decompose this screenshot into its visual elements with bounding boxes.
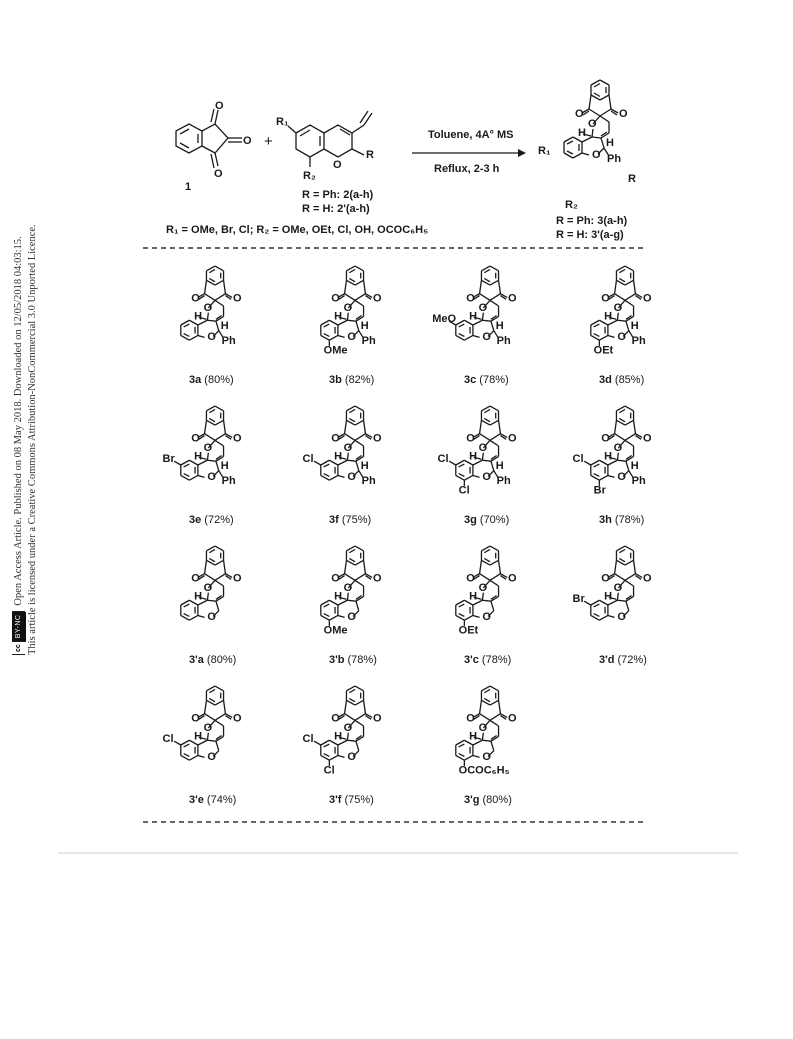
chromene-oxygen: O bbox=[207, 331, 216, 344]
pyran-oxygen: O bbox=[203, 581, 213, 594]
aryl-substituent: Cl bbox=[162, 733, 174, 746]
conditions-bottom: Reflux, 2-3 h bbox=[434, 163, 500, 175]
pyran-oxygen: O bbox=[343, 721, 353, 734]
product-3d bbox=[591, 266, 652, 386]
product-id: 3a bbox=[189, 374, 205, 386]
product-label bbox=[189, 654, 236, 666]
carbonyl-oxygen: O bbox=[373, 292, 382, 305]
product-yield: (75%) bbox=[344, 794, 374, 806]
phenyl-substituent: Ph bbox=[361, 335, 376, 347]
aryl-substituent: Cl bbox=[302, 733, 314, 746]
ring-junction-h: H bbox=[194, 590, 203, 603]
product-def-1: R = Ph: 3(a-h) bbox=[556, 215, 628, 227]
aryl-substituent-8: OMe bbox=[323, 344, 348, 357]
chromene-oxygen: O bbox=[617, 331, 626, 344]
ring-junction-h: H bbox=[334, 590, 343, 603]
carbonyl-oxygen: O bbox=[619, 108, 628, 120]
plus-sign: + bbox=[264, 133, 273, 150]
carbonyl-oxygen: O bbox=[331, 712, 340, 725]
product-3'e bbox=[163, 686, 242, 806]
svg-text:R₁: R₁ bbox=[276, 116, 289, 128]
product-3b bbox=[321, 266, 382, 386]
product-yield: (78%) bbox=[347, 654, 377, 666]
aryl-substituent: Cl bbox=[302, 453, 314, 466]
c-h: H bbox=[606, 137, 614, 149]
carbonyl-oxygen: O bbox=[643, 432, 652, 445]
ring-junction-h: H bbox=[194, 730, 203, 743]
carbonyl-oxygen: O bbox=[373, 572, 382, 585]
carbonyl-oxygen: O bbox=[508, 712, 517, 725]
product-label bbox=[464, 654, 511, 666]
product-id: 3h bbox=[599, 514, 615, 526]
carbonyl-oxygen: O bbox=[373, 712, 382, 725]
product-3'g bbox=[456, 686, 517, 806]
ring-junction-h: H bbox=[334, 310, 343, 323]
aryl-substituent-8: Cl bbox=[323, 764, 335, 777]
phenyl-substituent: Ph bbox=[496, 335, 511, 347]
r2-label: R₂ bbox=[565, 199, 578, 211]
product-label bbox=[599, 514, 644, 526]
product-3'd bbox=[573, 546, 652, 666]
phenyl-substituent: Ph bbox=[221, 475, 236, 487]
pyran-oxygen: O bbox=[478, 581, 488, 594]
page-rule bbox=[58, 852, 738, 854]
carbonyl-oxygen: O bbox=[466, 432, 475, 445]
ring-junction-h: H bbox=[469, 590, 478, 603]
carbonyl-oxygen: O bbox=[233, 712, 242, 725]
c-h: H bbox=[630, 459, 639, 472]
product-label bbox=[464, 514, 509, 526]
license-line-1: cc BY-NC Open Access Article. Published on 08 May 2018. Downloaded on 12/05/2018 04:03:15. bbox=[12, 95, 26, 655]
product-id: 3e bbox=[189, 514, 205, 526]
chromene-oxygen: O bbox=[347, 751, 356, 764]
svg-text:O: O bbox=[214, 168, 223, 180]
carbonyl-oxygen: O bbox=[331, 572, 340, 585]
aryl-substituent: Cl bbox=[437, 453, 449, 466]
r-def-1: R = Ph: 2(a-h) bbox=[302, 189, 374, 201]
product-yield: (75%) bbox=[341, 514, 372, 526]
aryl-substituent: Cl bbox=[572, 453, 584, 466]
product-yield: (80%) bbox=[204, 374, 234, 386]
svg-text:R: R bbox=[366, 149, 374, 161]
phenyl-substituent: Ph bbox=[631, 475, 646, 487]
reaction-arrow bbox=[412, 149, 526, 157]
aryl-substituent-8: Cl bbox=[458, 484, 470, 497]
chromene-oxygen: O bbox=[207, 611, 216, 624]
phenyl-substituent: Ph bbox=[631, 335, 646, 347]
product-id: 3d bbox=[599, 374, 615, 386]
carbonyl-oxygen: O bbox=[466, 572, 475, 585]
product-label bbox=[189, 514, 234, 526]
carbonyl-oxygen: O bbox=[466, 712, 475, 725]
aryl-substituent: Br bbox=[162, 453, 175, 466]
product-yield: (72%) bbox=[204, 514, 234, 526]
carbonyl-oxygen: O bbox=[233, 292, 242, 305]
c-h: H bbox=[495, 459, 504, 472]
c-h: H bbox=[360, 459, 369, 472]
ring-junction-h: H bbox=[334, 730, 343, 743]
carbonyl-oxygen: O bbox=[601, 572, 610, 585]
ring-junction-h: H bbox=[194, 310, 203, 323]
chromene-oxygen: O bbox=[207, 471, 216, 484]
conditions-top: Toluene, 4A° MS bbox=[428, 129, 514, 141]
product-label bbox=[329, 514, 371, 526]
product-id: 3'a bbox=[189, 654, 207, 666]
product-label bbox=[329, 654, 377, 666]
product-def-2: R = H: 3'(a-g) bbox=[556, 229, 624, 241]
product-yield: (72%) bbox=[617, 654, 647, 666]
product-label bbox=[329, 374, 374, 386]
product-3f bbox=[303, 406, 382, 526]
ring-junction-h: H bbox=[604, 310, 613, 323]
ring-junction-h: H bbox=[194, 450, 203, 463]
carbonyl-oxygen: O bbox=[643, 292, 652, 305]
ring-junction-h: H bbox=[334, 450, 343, 463]
product-generic-structure bbox=[538, 80, 636, 211]
pyran-oxygen: O bbox=[343, 581, 353, 594]
pyran-oxygen: O bbox=[613, 581, 623, 594]
phenyl-substituent: Ph bbox=[496, 475, 511, 487]
product-3'c bbox=[456, 546, 517, 666]
pyran-oxygen: O bbox=[478, 301, 488, 314]
r-def-2: R = H: 2'(a-h) bbox=[302, 203, 370, 215]
chromene-oxygen: O bbox=[592, 149, 601, 161]
carbonyl-oxygen: O bbox=[575, 108, 584, 120]
phenyl-substituent: Ph bbox=[221, 335, 236, 347]
product-id: 3b bbox=[329, 374, 345, 386]
carbonyl-oxygen: O bbox=[191, 572, 200, 585]
pyran-oxygen: O bbox=[343, 301, 353, 314]
chromene-oxygen: O bbox=[347, 471, 356, 484]
ring-junction-h: H bbox=[469, 450, 478, 463]
aryl-substituent-8: OEt bbox=[458, 624, 479, 637]
product-3'a bbox=[181, 546, 242, 666]
product-id: 3'c bbox=[464, 654, 482, 666]
carbonyl-oxygen: O bbox=[508, 292, 517, 305]
phenyl-substituent: Ph bbox=[361, 475, 376, 487]
carbonyl-oxygen: O bbox=[508, 572, 517, 585]
product-3c bbox=[432, 266, 517, 386]
carbonyl-oxygen: O bbox=[331, 432, 340, 445]
chromene-oxygen: O bbox=[482, 751, 491, 764]
svg-text:O: O bbox=[333, 159, 342, 171]
product-label bbox=[464, 374, 509, 386]
ring-junction-h: H bbox=[469, 730, 478, 743]
product-id: 3c bbox=[464, 374, 480, 386]
aryl-substituent: MeO bbox=[432, 313, 457, 326]
c-h: H bbox=[495, 319, 504, 332]
product-label bbox=[189, 794, 236, 806]
c-h: H bbox=[220, 319, 229, 332]
svg-text:O: O bbox=[215, 100, 224, 112]
chromene-oxygen: O bbox=[207, 751, 216, 764]
carbonyl-oxygen: O bbox=[233, 572, 242, 585]
product-grid bbox=[163, 266, 652, 806]
cc-badge[interactable]: cc BY-NC bbox=[12, 611, 25, 655]
carbonyl-oxygen: O bbox=[643, 572, 652, 585]
product-id: 3f bbox=[329, 514, 342, 526]
reagent-indanetrione bbox=[176, 100, 252, 180]
product-id: 3'b bbox=[329, 654, 348, 666]
product-yield: (85%) bbox=[614, 374, 645, 386]
product-id: 3'g bbox=[464, 794, 483, 806]
product-label bbox=[329, 794, 374, 806]
aryl-substituent-8: OMe bbox=[323, 624, 348, 637]
product-label bbox=[464, 794, 512, 806]
product-yield: (80%) bbox=[206, 654, 237, 666]
carbonyl-oxygen: O bbox=[601, 292, 610, 305]
product-yield: (80%) bbox=[482, 794, 512, 806]
reagent-1-label: 1 bbox=[185, 181, 192, 193]
reagent-chromene bbox=[276, 111, 374, 182]
ring-junction-h: H bbox=[469, 310, 478, 323]
carbonyl-oxygen: O bbox=[508, 432, 517, 445]
svg-text:R₂: R₂ bbox=[303, 170, 316, 182]
product-3g bbox=[438, 406, 517, 526]
ring-junction-h: H bbox=[604, 450, 613, 463]
ring-junction-h: H bbox=[578, 127, 586, 139]
carbonyl-oxygen: O bbox=[601, 432, 610, 445]
carbonyl-oxygen: O bbox=[233, 432, 242, 445]
product-id: 3'e bbox=[189, 794, 207, 806]
ring-junction-h: H bbox=[604, 590, 613, 603]
c-h: H bbox=[360, 319, 369, 332]
product-yield: (78%) bbox=[481, 654, 512, 666]
pyran-oxygen: O bbox=[588, 118, 597, 130]
r1-label: R₁ bbox=[538, 145, 551, 157]
product-label bbox=[189, 374, 234, 386]
product-id: 3'd bbox=[599, 654, 618, 666]
chromene-oxygen: O bbox=[482, 471, 491, 484]
product-3'b bbox=[321, 546, 382, 666]
pyran-oxygen: O bbox=[478, 721, 488, 734]
phenyl-substituent: Ph bbox=[607, 153, 622, 165]
chromene-oxygen: O bbox=[347, 611, 356, 624]
substituent-definitions: R₁ = OMe, Br, Cl; R₂ = OMe, OEt, Cl, OH, OCOC₆H₅ bbox=[166, 224, 429, 236]
product-yield: (78%) bbox=[479, 374, 509, 386]
r-label: R bbox=[628, 173, 636, 185]
pyran-oxygen: O bbox=[478, 441, 488, 454]
chromene-oxygen: O bbox=[617, 611, 626, 624]
pyran-oxygen: O bbox=[343, 441, 353, 454]
c-h: H bbox=[220, 459, 229, 472]
carbonyl-oxygen: O bbox=[373, 432, 382, 445]
product-yield: (78%) bbox=[614, 514, 645, 526]
product-3e bbox=[163, 406, 242, 526]
aryl-substituent: Br bbox=[572, 593, 585, 606]
product-3'f bbox=[303, 686, 382, 806]
product-yield: (70%) bbox=[479, 514, 510, 526]
c-h: H bbox=[630, 319, 639, 332]
carbonyl-oxygen: O bbox=[191, 712, 200, 725]
aryl-substituent-8: OCOC₆H₅ bbox=[458, 764, 510, 777]
aryl-substituent-8: Br bbox=[593, 484, 606, 497]
product-yield: (74%) bbox=[206, 794, 237, 806]
chromene-oxygen: O bbox=[482, 611, 491, 624]
chromene-oxygen: O bbox=[347, 331, 356, 344]
product-3a bbox=[181, 266, 242, 386]
product-yield: (82%) bbox=[344, 374, 375, 386]
pyran-oxygen: O bbox=[203, 721, 213, 734]
carbonyl-oxygen: O bbox=[191, 292, 200, 305]
pyran-oxygen: O bbox=[203, 301, 213, 314]
carbonyl-oxygen: O bbox=[466, 292, 475, 305]
pyran-oxygen: O bbox=[613, 441, 623, 454]
product-label bbox=[599, 374, 644, 386]
product-3h bbox=[573, 406, 652, 526]
license-line-2[interactable]: This article is licensed under a Creative Commons Attribution-NonCommercial 3.0 Unported Licence. bbox=[27, 224, 38, 655]
chromene-oxygen: O bbox=[617, 471, 626, 484]
aryl-substituent-8: OEt bbox=[593, 344, 614, 357]
product-id: 3'f bbox=[329, 794, 345, 806]
pyran-oxygen: O bbox=[613, 301, 623, 314]
product-label bbox=[599, 654, 647, 666]
chromene-oxygen: O bbox=[482, 331, 491, 344]
carbonyl-oxygen: O bbox=[191, 432, 200, 445]
product-id: 3g bbox=[464, 514, 480, 526]
carbonyl-oxygen: O bbox=[331, 292, 340, 305]
pyran-oxygen: O bbox=[203, 441, 213, 454]
svg-text:O: O bbox=[243, 135, 252, 147]
